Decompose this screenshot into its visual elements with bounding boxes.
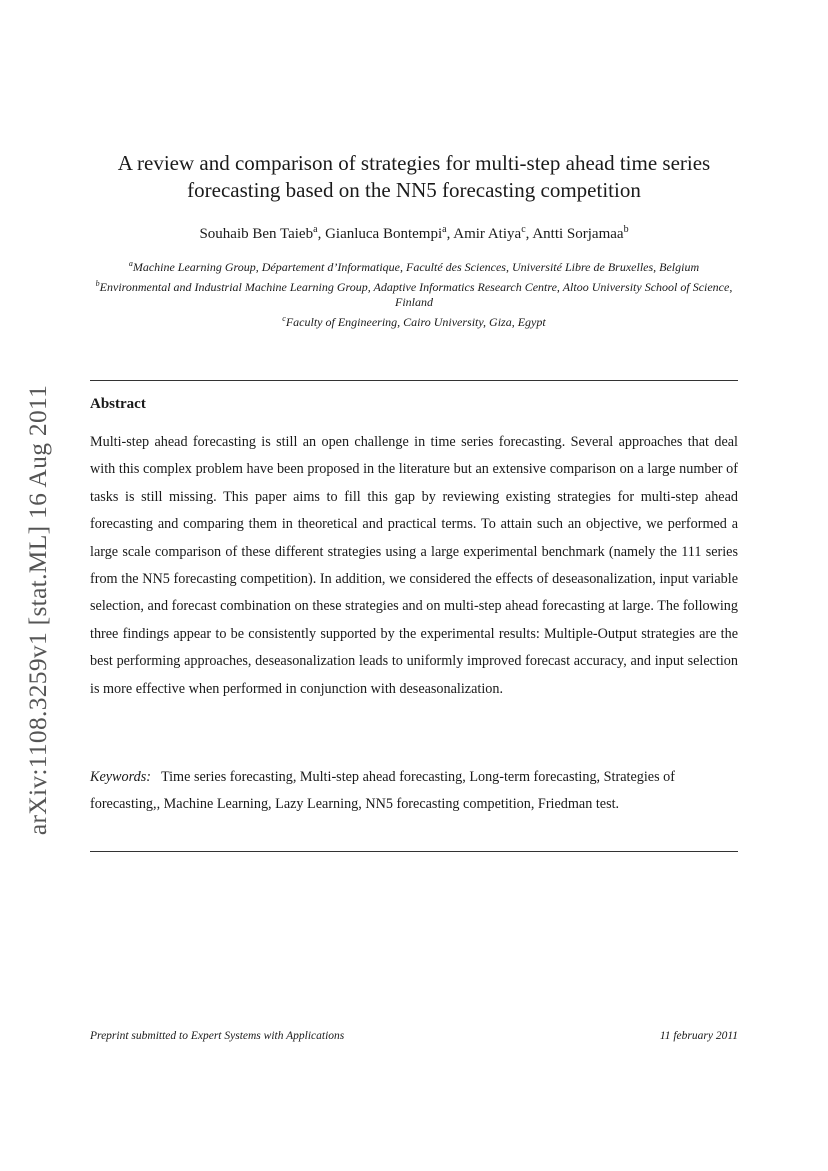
abstract-heading: Abstract bbox=[90, 396, 146, 412]
affiliation-list bbox=[90, 256, 738, 331]
author bbox=[325, 226, 453, 242]
footer-submission-note: Preprint submitted to Expert Systems with Applications bbox=[90, 1030, 345, 1042]
abstract-bottom-rule bbox=[90, 851, 738, 852]
author-name: Amir Atiya bbox=[453, 226, 522, 242]
affiliation-mark: a bbox=[128, 259, 133, 268]
arxiv-side-identifier bbox=[20, 360, 56, 860]
author-affil-mark: c bbox=[521, 224, 526, 235]
author-name: Souhaib Ben Taieb bbox=[199, 226, 314, 242]
keywords-label: Keywords: bbox=[90, 769, 151, 785]
author-name: Gianluca Bontempi bbox=[325, 226, 443, 242]
author bbox=[453, 226, 532, 242]
affiliation bbox=[90, 276, 738, 310]
paper-title bbox=[90, 150, 738, 204]
author-affil-mark: a bbox=[442, 224, 447, 235]
author-affil-mark: b bbox=[623, 224, 629, 235]
affiliation-text: Faculty of Engineering, Cairo University, Giza, Egypt bbox=[285, 315, 546, 329]
page-footer bbox=[90, 1030, 738, 1042]
abstract-top-rule bbox=[90, 380, 738, 381]
affiliation-mark: b bbox=[95, 279, 100, 288]
title-line-2: forecasting based on the NN5 forecasting competition bbox=[187, 178, 641, 202]
affiliation-text: Environmental and Industrial Machine Learning Group, Adaptive Informatics Research Centre, Altoo University School of Science, Finland bbox=[99, 280, 733, 309]
author bbox=[199, 226, 325, 242]
affiliation bbox=[90, 256, 738, 275]
author-name: Antti Sorjamaa bbox=[532, 226, 624, 242]
affiliation-text: Machine Learning Group, Département d’Informatique, Faculté des Sciences, Université Libre de Bruxelles, Belgium bbox=[132, 260, 700, 274]
keywords-text: Time series forecasting, Multi-step ahead forecasting, Long-term forecasting, Strategies of forecasting,, Machine Learning, Lazy Learning, NN5 forecasting competition, Friedman test. bbox=[90, 769, 675, 813]
affiliation-mark: c bbox=[282, 314, 286, 323]
author-separator: , bbox=[525, 226, 533, 242]
keywords-block bbox=[90, 764, 738, 819]
abstract-text: Multi-step ahead forecasting is still an open challenge in time series forecasting. Several approaches that deal with this complex problem have been proposed in the literature but an extensive comparison on a large number of tasks is still missing. This paper aims to fill this gap by reviewing existing strategies for multi-step ahead forecasting and comparing them in theoretical and practical terms. To attain such an objective, we performed a large scale comparison of these different strategies using a large experimental benchmark (namely the 111 series from the NN5 forecasting competition). In addition, we considered the effects of deseasonalization, input variable selection, and forecast combination on these strategies and on multi-step ahead forecasting at large. The following three findings appear to be consistently supported by the experimental results: Multiple-Output strategies are the best performing approaches, deseasonalization leads to uniformly improved forecast accuracy, and input selection is more effective when performed in conjunction with deseasonalization. bbox=[90, 434, 738, 697]
author-separator: , bbox=[317, 226, 326, 242]
author bbox=[532, 226, 628, 242]
arxiv-id-text: arXiv:1108.3259v1 [stat.ML] 16 Aug 2011 bbox=[23, 384, 52, 836]
author-affil-mark: a bbox=[313, 224, 318, 235]
affiliation bbox=[90, 311, 738, 330]
author-list bbox=[90, 224, 738, 243]
author-separator: , bbox=[446, 226, 454, 242]
footer-date: 11 february 2011 bbox=[659, 1030, 738, 1042]
title-line-1: A review and comparison of strategies for multi-step ahead time series bbox=[117, 151, 711, 175]
